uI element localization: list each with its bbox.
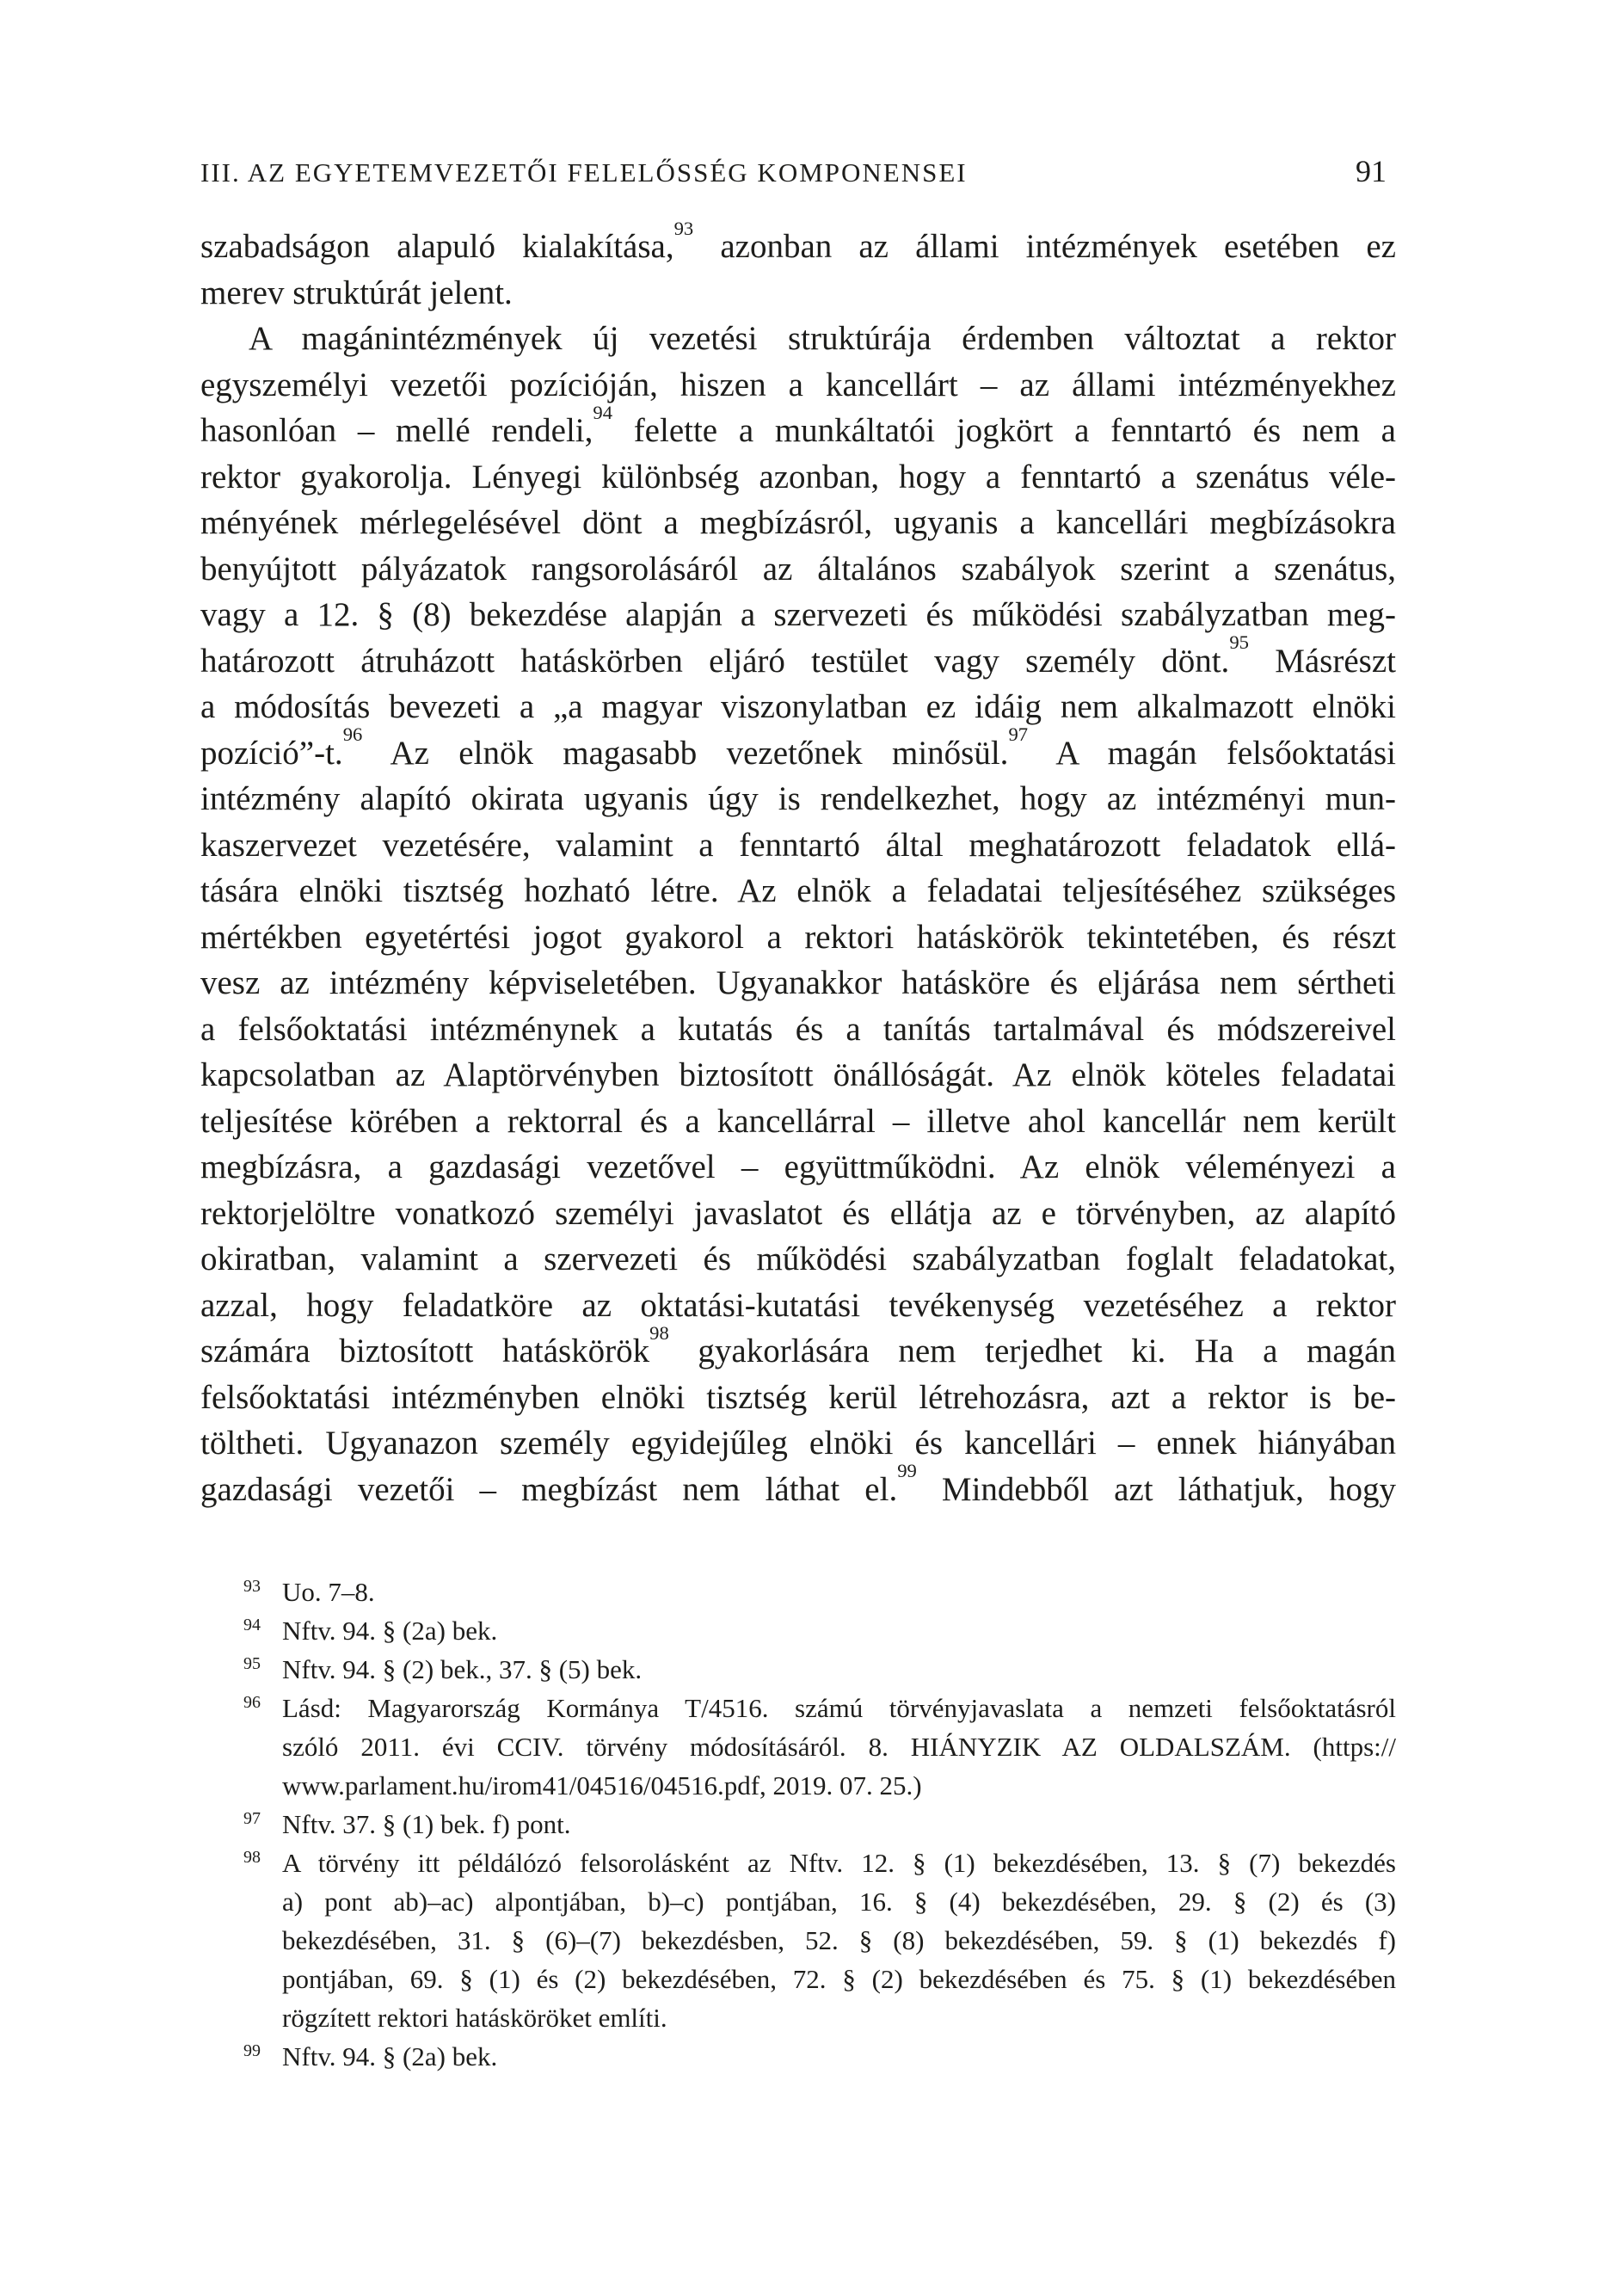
footnote-ref: 95 — [1229, 631, 1249, 654]
body-line: kaszervezet vezetésére, valamint a fenntartó által meghatározott feladatok ellá- — [200, 826, 1396, 864]
footnote-number: 95 — [243, 1654, 261, 1673]
footnote-line: Nftv. 94. § (2a) bek. — [282, 1616, 498, 1646]
footnote-line: Lásd: Magyarország Kormánya T/4516. számú törvényjavaslata a nemzeti felsőoktatásról — [282, 1693, 1396, 1723]
footnote-ref: 96 — [342, 723, 363, 746]
footnote-line: Nftv. 94. § (2) bek., 37. § (5) bek. — [282, 1654, 643, 1684]
body-line: számára biztosított hatáskörök$^{98}$ gyakorlására nem terjedhet ki. Ha a magán — [200, 1321, 1396, 1370]
footnote — [200, 1689, 1396, 1805]
body-line: okiratban, valamint a szervezeti és működési szabályzatban foglalt feladatokat, — [200, 1240, 1396, 1277]
body-line: intézmény alapító okirata ugyanis úgy is rendelkezhet, hogy az intézményi mun- — [200, 780, 1396, 817]
footnote-line: szóló 2011. évi CCIV. törvény módosításáról. 8. HIÁNYZIK AZ OLDALSZÁM. (https:// — [282, 1732, 1396, 1762]
footnote-line: Nftv. 37. § (1) bek. f) pont. — [282, 1809, 571, 1839]
body-line: A magánintézmények új vezetési struktúrája érdemben változtat a rektor — [249, 320, 1396, 357]
body-line: a módosítás bevezeti a „a magyar viszonylatban ez idáig nem alkalmazott elnöki — [200, 688, 1396, 725]
footnote-ref: 98 — [649, 1321, 669, 1344]
running-head: III. AZ EGYETEMVEZETŐI FELELŐSSÉG KOMPONENSEI — [200, 157, 968, 188]
body-line: ményének mérlegelésével dönt a megbízásról, ugyanis a kancellári megbízásokra — [200, 504, 1396, 541]
footnote — [200, 1844, 1396, 2037]
footnote-line: Nftv. 94. § (2a) bek. — [282, 2041, 498, 2071]
body-line: töltheti. Ugyanazon személy egyidejűleg elnöki és kancellári – ennek hiányában — [200, 1425, 1396, 1462]
footnote-line: www.parlament.hu/irom41/04516/04516.pdf, 2019. 07. 25.) — [282, 1770, 922, 1800]
body-line: azzal, hogy feladatköre az oktatási-kutatási tevékenység vezetéséhez a rektor — [200, 1286, 1396, 1324]
body-line: egyszemélyi vezetői pozícióján, hiszen a kancellárt – az állami intézményekhez — [200, 366, 1396, 403]
page-number: 91 — [1356, 154, 1387, 188]
footnote-ref: 93 — [673, 217, 694, 239]
body-line: teljesítése körében a rektorral és a kancellárral – illetve ahol kancellár nem került — [200, 1102, 1396, 1140]
footnote-number: 97 — [243, 1809, 261, 1828]
footnote-ref: 94 — [593, 401, 612, 423]
body-line: felsőoktatási intézményben elnöki tisztség kerül létrehozásra, azt a rektor is be- — [200, 1378, 1396, 1416]
body-line: vesz az intézmény képviseletében. Ugyanakkor hatásköre és eljárása nem sértheti — [200, 964, 1396, 1001]
footnote-number: 96 — [243, 1693, 261, 1712]
footnote-ref: 97 — [1008, 723, 1029, 746]
footnote-line: A törvény itt példálózó felsorolásként az Nftv. 12. § (1) bekezdésében, 13. § (7) bekezdés — [282, 1848, 1396, 1878]
footnote-line: Uo. 7–8. — [282, 1577, 375, 1607]
body-line: tására elnöki tisztség hozható létre. Az elnök a feladatai teljesítéséhez szükséges — [200, 872, 1396, 909]
footnote — [200, 1805, 1396, 1844]
body-line: rektor gyakorolja. Lényegi különbség azonban, hogy a fenntartó a szenátus véle- — [200, 458, 1396, 496]
footnote-number: 98 — [243, 1848, 261, 1867]
body-line: gazdasági vezetői – megbízást nem láthat el.$^{99}$ Mindebből azt láthatjuk, hogy — [200, 1460, 1397, 1508]
footnote-line: rögzített rektori hatásköröket említi. — [282, 2003, 667, 2033]
body-line: benyújtott pályázatok rangsorolásáról az általános szabályok szerint a szenátus, — [200, 550, 1396, 588]
body-line: hasonlóan – mellé rendeli,$^{94}$ felette a munkáltatói jogkört a fenntartó és nem a — [200, 401, 1396, 449]
body-line: mértékben egyetértési jogot gyakorol a rektori hatáskörök tekintetében, és részt — [200, 918, 1396, 956]
footnote-line: a) pont ab)–ac) alpontjában, b)–c) pontjában, 16. § (4) bekezdésében, 29. § (2) és (3) — [282, 1887, 1396, 1917]
footnote — [200, 1573, 1396, 1611]
body-line: határozott átruházott hatáskörben eljáró testület vagy személy dönt.$^{95}$ Másrészt — [200, 631, 1396, 680]
footnote — [200, 2037, 1396, 2076]
footnote-number: 99 — [243, 2041, 261, 2060]
body-line: rektorjelöltre vonatkozó személyi javaslatot és ellátja az e törvényben, az alapító — [200, 1194, 1396, 1232]
footnote-line: pontjában, 69. § (1) és (2) bekezdésében, 72. § (2) bekezdésében és 75. § (1) bekezdésében — [282, 1964, 1396, 1994]
footnote-number: 93 — [243, 1577, 261, 1596]
body-line: szabadságon alapuló kialakítása,$^{93}$ azonban az állami intézmények esetében ez — [200, 217, 1396, 265]
body-line: vagy a 12. § (8) bekezdése alapján a szervezeti és működési szabályzatban meg- — [200, 596, 1396, 633]
footnote — [200, 1611, 1396, 1650]
footnote-ref: 99 — [897, 1460, 917, 1482]
body-line: kapcsolatban az Alaptörvényben biztosított önállóságát. Az elnök köteles feladatai — [200, 1056, 1396, 1093]
footnotes — [200, 1573, 1396, 2076]
body-text — [200, 217, 1397, 1512]
footnote-number: 94 — [243, 1616, 261, 1634]
footnote — [200, 1650, 1396, 1689]
body-line: merev struktúrát jelent. — [200, 274, 513, 311]
body-line: megbízásra, a gazdasági vezetővel – együttműködni. Az elnök véleményezi a — [200, 1148, 1396, 1185]
footnote-line: bekezdésében, 31. § (6)–(7) bekezdésben, 52. § (8) bekezdésében, 59. § (1) bekezdés f) — [282, 1925, 1396, 1955]
body-line: a felsőoktatási intézménynek a kutatás és a tanítás tartalmával és módszereivel — [200, 1010, 1396, 1048]
body-line: pozíció”-t.$^{96}$ Az elnök magasabb vezetőnek minősül.$^{97}$ A magán felsőoktatási — [200, 723, 1397, 772]
